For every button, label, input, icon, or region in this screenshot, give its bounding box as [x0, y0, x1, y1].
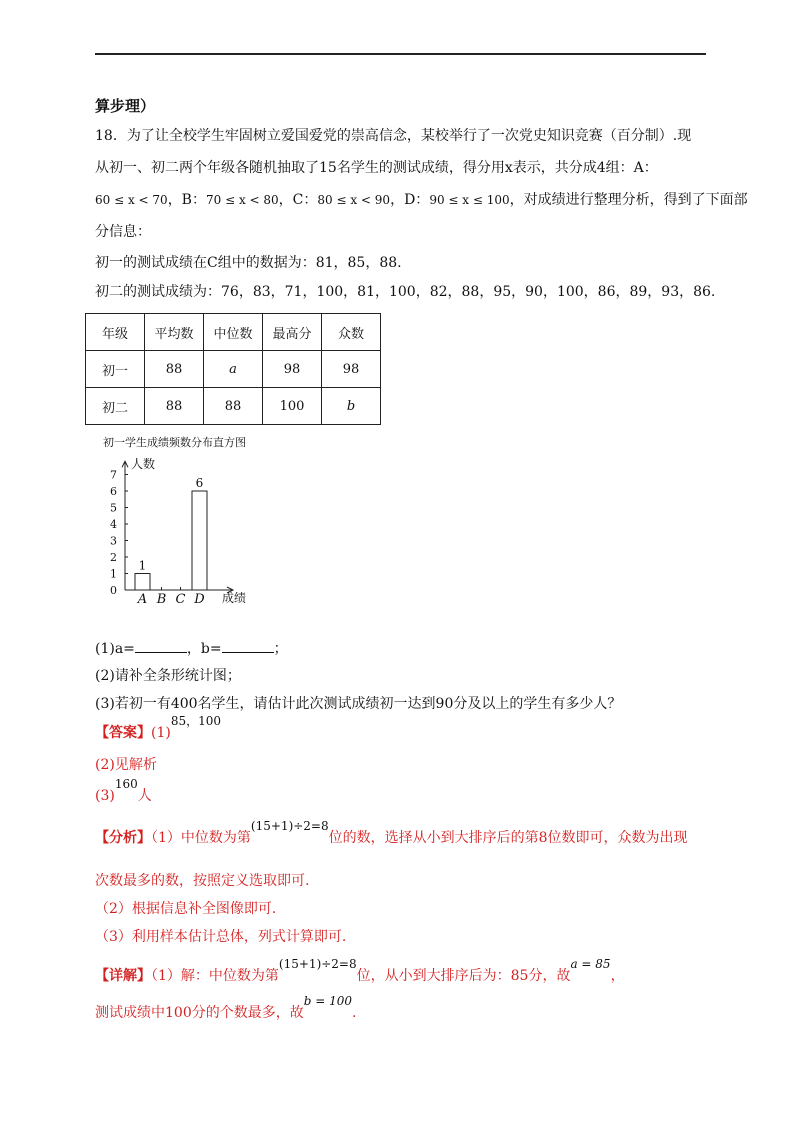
header-rule — [95, 53, 706, 55]
chart-data-label: 1 — [138, 558, 147, 573]
chart-data-label: 6 — [195, 476, 204, 490]
chart-y-tick-label: 2 — [110, 551, 117, 564]
chart-x-tick-label: D — [194, 592, 205, 607]
group-b-range: 70 ≤ x < 80 — [205, 193, 279, 207]
chart-y-tick-label: 7 — [110, 468, 117, 482]
table-cell: a — [204, 351, 263, 388]
problem-intro-2: 从初一、初二两个年级各随机抽取了15名学生的测试成绩，得分用x表示，共分成4组：A： — [95, 160, 658, 176]
detail-b-value: b = 100 — [303, 994, 353, 1008]
detail-formula: (15+1)÷2=8 — [278, 957, 357, 971]
grade1-c-data: 初一的测试成绩在C组中的数据为：81，85，88. — [95, 255, 402, 271]
problem-intro-3: 分信息： — [95, 224, 151, 240]
grade2-scores: 初二的测试成绩为：76，83，71，100，81，100，82，88，95，90，100，86，89，93，86. — [95, 284, 716, 300]
analysis-line-3: （2）根据信息补全图像即可. — [95, 901, 277, 917]
group-a-range: 60 ≤ x < 70 — [95, 193, 168, 207]
table-cell: 初二 — [86, 388, 145, 425]
table-cell: 98 — [322, 351, 381, 388]
analysis-line-2: 次数最多的数，按照定义选取即可. — [95, 873, 310, 889]
stats-table — [85, 313, 381, 425]
chart-bar — [135, 574, 150, 591]
table-header-cell: 中位数 — [204, 314, 263, 351]
chart-x-axis-label: 成绩 — [222, 591, 247, 605]
chart-axes — [110, 461, 233, 597]
chart-title: 初一学生成绩频数分布直方图 — [103, 436, 246, 449]
answer-blank-b[interactable] — [222, 638, 274, 653]
group-d-range: 90 ≤ x ≤ 100 — [429, 193, 510, 207]
chart-y-tick-label: 0 — [110, 584, 117, 597]
question-3: (3)若初一有400名学生，请估计此次测试成绩初一达到90分及以上的学生有多少人？ — [95, 696, 622, 712]
chart-x-tick-label: A — [137, 592, 148, 607]
analysis-line-1: 【分析】（1）中位数为第(15+1)÷2=8位的数，选择从小到大排序后的第8位数即可，众数为出现 — [95, 819, 688, 846]
chart-y-tick-label: 4 — [110, 518, 117, 531]
detail-line-2: 测试成绩中100分的个数最多，故b = 100. — [95, 994, 357, 1021]
problem-groups: 60 ≤ x < 70，B：70 ≤ x < 80，C：80 ≤ x < 90，D：90 ≤ x ≤ 100，对成绩进行整理分析，得到了下面部 — [95, 192, 748, 208]
question-1: (1)a= ，b= ； — [95, 638, 288, 659]
detail-line-1: 【详解】（1）解：中位数为第(15+1)÷2=8位，从小到大排序后为：85分，故a = 85， — [95, 957, 625, 984]
chart-marks — [135, 476, 207, 607]
table-row — [86, 388, 381, 425]
answer-line-2: (2)见解析 — [95, 757, 157, 773]
table-cell: b — [322, 388, 381, 425]
chart-x-tick-label: B — [156, 592, 167, 607]
detail-a-value: a = 85 — [570, 957, 611, 971]
group-c-range: 80 ≤ x < 90 — [317, 193, 391, 207]
table-header-cell: 年级 — [86, 314, 145, 351]
answer-line-3: (3)160人 — [95, 777, 152, 804]
answer-blank-a[interactable] — [135, 638, 187, 653]
analysis-line-4: （3）利用样本估计总体，列式计算即可. — [95, 929, 347, 945]
question-2: (2)请补全条形统计图； — [95, 668, 241, 684]
problem-intro-1: 18．为了让全校学生牢固树立爱国爱党的崇高信念，某校举行了一次党史知识竞赛（百分制）.现 — [95, 128, 692, 144]
answer-tag: 【答案】 — [95, 725, 151, 741]
chart-y-tick-label: 1 — [110, 567, 117, 581]
answer-3-value: 160 — [114, 777, 138, 791]
detail-tag: 【详解】 — [95, 968, 151, 984]
analysis-formula: (15+1)÷2=8 — [250, 819, 329, 833]
table-header-cell: 众数 — [322, 314, 381, 351]
chart-bar — [192, 491, 207, 590]
chart-x-tick-label: C — [175, 592, 186, 607]
table-cell: 100 — [263, 388, 322, 425]
table-cell: 88 — [145, 351, 204, 388]
table-row — [86, 351, 381, 388]
chart-y-tick-label: 3 — [110, 534, 117, 548]
section-heading: 算步理） — [95, 97, 156, 115]
chart-y-tick-label: 6 — [110, 485, 117, 498]
table-cell: 88 — [204, 388, 263, 425]
table-cell: 98 — [263, 351, 322, 388]
table-cell: 88 — [145, 388, 204, 425]
chart-y-tick-label: 5 — [110, 501, 117, 515]
histogram-chart — [95, 432, 285, 612]
chart-y-axis-label: 人数 — [131, 457, 156, 471]
table-header-cell: 最高分 — [263, 314, 322, 351]
answer-line-1: 【答案】(1)85，100 — [95, 714, 222, 741]
table-header-cell: 平均数 — [145, 314, 204, 351]
table-header-row — [86, 314, 381, 351]
analysis-tag: 【分析】 — [95, 830, 151, 846]
answer-1-value: 85，100 — [170, 714, 222, 728]
table-cell: 初一 — [86, 351, 145, 388]
